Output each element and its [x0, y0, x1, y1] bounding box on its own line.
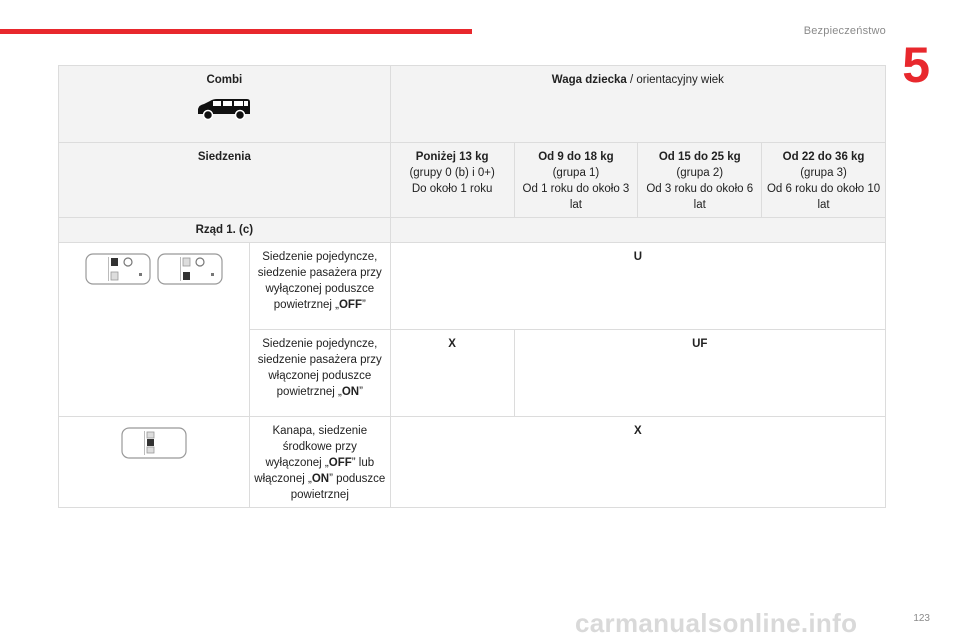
desc-text: ” poduszce powietrznej [290, 473, 386, 501]
seats-label: Siedzenia [197, 151, 251, 163]
page-number: 123 [913, 613, 930, 624]
seat-description [249, 417, 390, 508]
group-title: Od 22 do 36 kg [782, 151, 865, 163]
group-line1: (grupy 0 (b) i 0+) [409, 167, 495, 179]
desc-text: ” [361, 299, 366, 311]
header-red-bar [0, 29, 472, 34]
desc-bold: OFF [338, 299, 362, 311]
row-header-cell [59, 218, 391, 243]
table-header-row [59, 66, 886, 143]
group-cell [762, 143, 886, 218]
seat-description [249, 243, 390, 330]
row-header-row [59, 218, 886, 243]
value-cell [390, 417, 885, 508]
group-cell [638, 143, 762, 218]
middle-seat-diagram-cell [59, 417, 250, 508]
value-label: X [634, 425, 642, 437]
section-title: Bezpieczeństwo [803, 25, 886, 37]
vehicle-cell [59, 66, 391, 143]
van-side-icon [195, 96, 253, 122]
desc-bold: OFF [328, 457, 352, 469]
weight-header-cell [390, 66, 885, 143]
seat-description [249, 330, 390, 417]
group-line1: (grupa 3) [800, 167, 847, 179]
value-label: U [633, 251, 643, 263]
van-top-right-seat-icon [156, 251, 224, 287]
groups-row [59, 143, 886, 218]
desc-text: ” lub włączonej „ [254, 457, 375, 485]
desc-text: Siedzenie pojedyncze, siedzenie pasażera przy włączonej poduszce powietrznej „ [257, 338, 382, 398]
table-row [59, 417, 886, 508]
watermark: carmanualsonline.info [575, 608, 858, 638]
table-row [59, 243, 886, 330]
chapter-number: 5 [902, 37, 930, 93]
group-cell [390, 143, 514, 218]
desc-bold: ON [341, 386, 360, 398]
desc-text: Kanapa, siedzenie środkowe przy wyłączonej „ [265, 425, 368, 469]
van-top-middle-seat-icon [120, 425, 188, 461]
desc-text: Siedzenie pojedyncze, siedzenie pasażera przy wyłączonej poduszce powietrznej „ [257, 251, 382, 311]
value-cell [390, 330, 514, 417]
value-cell [514, 330, 885, 417]
value-label: UF [692, 338, 708, 350]
weight-label-bold: Waga dziecka [551, 74, 627, 86]
group-line2: Od 6 roku do około 10 lat [766, 183, 881, 211]
vehicle-label: Combi [206, 74, 243, 86]
group-title: Od 9 do 18 kg [538, 151, 614, 163]
group-line1: (grupa 1) [552, 167, 600, 179]
seats-label-cell [59, 143, 391, 218]
row-header-label: Rząd 1. (c) [195, 224, 254, 236]
weight-label-rest: / orientacyjny wiek [626, 74, 724, 86]
group-title: Od 15 do 25 kg [658, 151, 741, 163]
child-seat-table [58, 65, 886, 508]
group-line2: Do około 1 roku [411, 183, 493, 195]
value-cell [390, 243, 885, 330]
group-cell [514, 143, 638, 218]
group-line1: (grupa 2) [676, 167, 724, 179]
desc-text: ” [359, 386, 363, 398]
group-line2: Od 1 roku do około 3 lat [522, 183, 630, 211]
group-title: Poniżej 13 kg [415, 151, 489, 163]
desc-bold: ON [311, 473, 330, 485]
front-seat-diagram-cell [59, 243, 250, 417]
group-line2: Od 3 roku do około 6 lat [646, 183, 754, 211]
van-top-left-seat-icon [84, 251, 152, 287]
row-header-empty [390, 218, 885, 243]
value-label: X [448, 338, 456, 350]
